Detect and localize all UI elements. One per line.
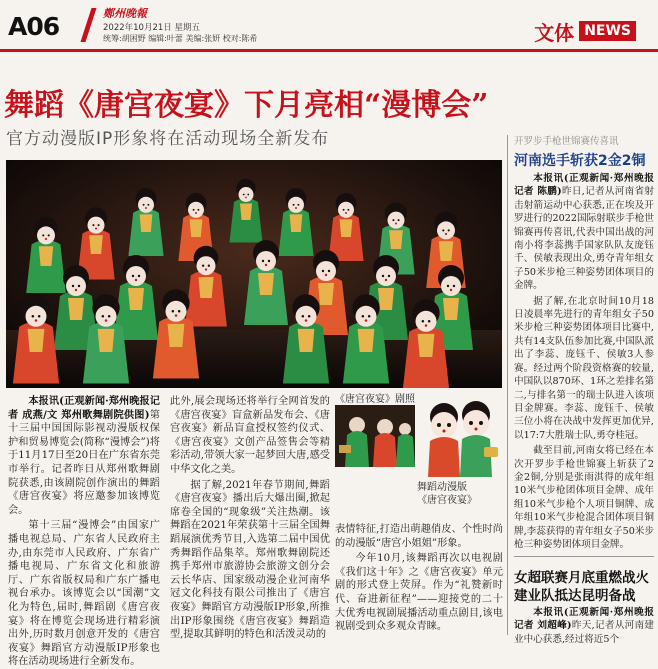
page-number: A06 xyxy=(8,12,60,41)
sidebar-headline-2-line2: 建业队抵达昆明备战 xyxy=(514,588,636,604)
page-number-slash xyxy=(80,8,96,42)
inset-caption-cartoon-line2: 《唐宫夜宴》 xyxy=(417,495,477,506)
article-column-3 xyxy=(335,523,503,634)
article-paragraph: 今年10月,该舞蹈再次以电视剧《我们这十年》之《唐宫夜宴》单元剧的形式登上荧屏。作为“礼赞新时代、奋进新征程”——迎接党的二十大优秀电视剧展播活动重点剧目,该电视剧受到众多观众青睐。 xyxy=(335,553,503,633)
inset-caption-cartoon xyxy=(417,481,477,507)
inset-caption-stage-photo: 《唐宫夜宴》剧照 xyxy=(335,394,415,405)
section-name-cn: 文体 xyxy=(534,20,575,45)
article-paragraph: 本报讯(正观新闻·郑州晚报记者 成燕/文 郑州歌舞剧院供图)第十三届中国国际影视动漫版权保护和贸易博览会(简称“漫博会”)将于11月17日至20日在广东省东莞市举行。记者昨日从郑州歌舞剧院获悉,由该剧院创作演出的舞蹈《唐宫夜宴》将应邀参加该博览会。 xyxy=(8,395,160,516)
article-column-2 xyxy=(170,395,330,642)
inset-cartoon-figures xyxy=(418,395,504,479)
main-subhead: 官方动漫版IP形象将在活动现场全新发布 xyxy=(6,129,330,149)
article-paragraph: 本报讯(正观新闻·郑州晚报记者 陈鹏)昨日,记者从河南省射击射箭运动中心获悉,正在埃及开罗进行的2022国际射联步手枪世锦赛再传喜讯,代表中国出战的河南小将李蕊携手国家队队友庞钰千、侯敏表现出众,勇夺青年组女子50米步枪三种姿势团体项目的金牌。 xyxy=(514,173,654,292)
section-tag xyxy=(534,20,636,45)
inset-stage-photo xyxy=(335,405,415,467)
sidebar-divider xyxy=(514,556,654,557)
sidebar-headline: 河南选手斩获2金2铜 xyxy=(514,153,646,169)
section-name-en: NEWS xyxy=(579,21,636,41)
dateline: 2022年10月21日 星期五 xyxy=(103,23,200,33)
column-divider xyxy=(507,135,508,635)
sidebar-kicker: 开罗步手枪世锦赛传喜讯 xyxy=(514,136,619,147)
article-paragraph: 据了解,在北京时间10月18日凌晨率先进行的青年组女子50米步枪三种姿势团体项目比赛中,共有14支队伍参加比赛,中国队派出了李蕊、庞钰千、侯敏3人参赛。经过两个阶段资格赛的较量,中国队以870环、1环之差排名第二,与排名第一的瑞士队进入该项目金牌赛。李蕊、庞钰千、侯敏三位小将在决战中发挥更加优异,以17:7大胜瑞士队,勇夺桂冠。 xyxy=(514,295,654,441)
article-paragraph: 表情特征,打造出萌趣俏皮、个性时尚的动漫版“唐宫小姐姐”形象。 xyxy=(335,524,503,549)
article-paragraph: 本报讯(正观新闻·郑州晚报记者 刘超峰)昨天,记者从河南建业中心获悉,经过将近5个 xyxy=(514,607,654,645)
sidebar-headline-2-line1: 女超联赛月底重燃战火 xyxy=(514,570,649,586)
staff-credits: 统筹:胡困野 编辑:叶蕾 美编:张妍 校对:陈希 xyxy=(103,34,258,43)
article-paragraph: 截至目前,河南女将已经在本次开罗步手枪世锦赛上斩获了2金2铜,分别是张雨淇得的成年组10米气步枪团体项目金牌、成年组10米气步枪个人项目铜牌、成年组10米气步枪混合团体项目铜牌,李蕊获得的青年组女子50米步枪三种姿势团体项目金牌。 xyxy=(514,445,654,550)
article-column-1 xyxy=(8,395,160,669)
sidebar-article xyxy=(514,172,654,551)
sidebar-article-2 xyxy=(514,606,654,646)
header-rule xyxy=(0,49,658,52)
inset-caption-cartoon-line1: 舞蹈动漫版 xyxy=(417,482,467,493)
dance-performance-photo xyxy=(6,160,502,388)
paper-name: 鄭州晚報 xyxy=(103,7,147,20)
sidebar-headline-2 xyxy=(514,569,649,605)
article-paragraph: 此外,展会现场还将举行全网首发的《唐宫夜宴》盲盒新品发布会、《唐宫夜宴》新品盲盒授权签约仪式、《唐宫夜宴》文创产品签售会等精彩活动,带领大家一起梦回大唐,感受中华文化之美。 xyxy=(170,396,330,475)
main-headline: 舞蹈《唐宫夜宴》下月亮相“漫博会” xyxy=(4,88,489,123)
article-paragraph: 据了解,2021年春节期间,舞蹈《唐宫夜宴》播出后大爆出圈,掀起席卷全国的“现象级”关注热潮。该舞蹈在2021年荣获第十三届全国舞蹈展演优秀节目,入选第二届中国优秀舞蹈作品集萃。郑州歌舞剧院还携手郑州市旅游协会旅游文创分会云长华店、国家级动漫企业河南华冠文化科技有限公司推出了《唐宫夜宴》舞蹈官方动漫版IP形象,所推出IP形象围绕《唐宫夜宴》舞蹈造型,提取其鲜明的特色和活泼灵动的 xyxy=(170,479,330,641)
article-paragraph: 第十三届“漫博会”由国家广播电视总局、广东省人民政府主办,由东莞市人民政府、广东省广播电视局、广东省文化和旅游厅、广东省版权局和广东广播电视台承办。该博览会以“国潮”文化为特色,届时,舞蹈剧《唐宫夜宴》将在博览会现场进行精彩演出外,历时数月创意开发的《唐宫夜宴》舞蹈官方动漫版IP形象也将在活动现场进行全新发布。 xyxy=(8,520,160,668)
